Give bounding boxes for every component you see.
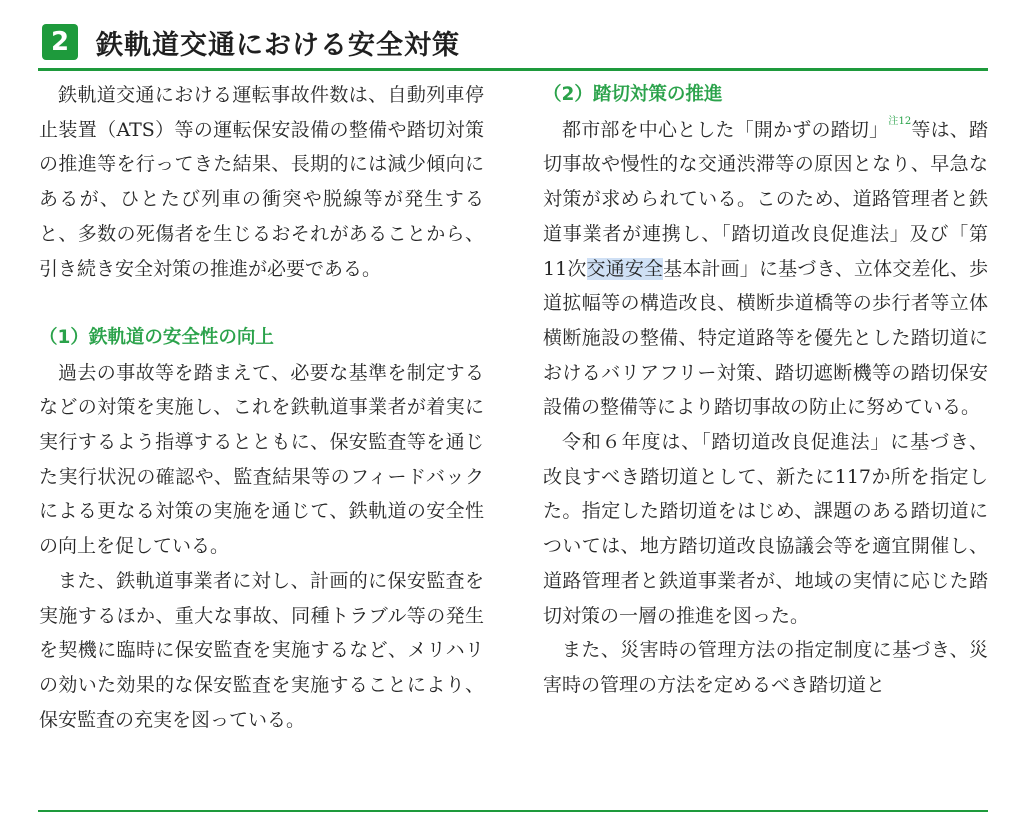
crossing-text-c: 基本計画」に基づき、立体交差化、歩道拡幅等の構造改良、横断歩道橋等の歩行者等立体横断施設の整備、特定道路等を優先とした踏切道におけるバリアフリー対策、踏切遮断機等の踏切保安設備の整備等により踏切事故の防止に努めている。 [543,257,988,419]
footnote-ref[interactable]: 注12 [888,115,912,127]
header-divider [38,68,988,71]
subheading-safety-improvement: （1）鉄軌道の安全性の向上 [39,326,274,348]
intro-paragraph: 鉄軌道交通における運転事故件数は、自動列車停止装置（ATS）等の運転保安設備の整備や踏切対策の推進等を行ってきた結果、長期的には減少傾向にあるが、ひとたび列車の衝突や脱線等が発生すると、多数の死傷者を生じるおそれがあることから、引き続き安全対策の推進が必要である。 [39,84,484,280]
safety-paragraph-2: また、鉄軌道事業者に対し、計画的に保安監査を実施するほか、重大な事故、同種トラブル等の発生を契機に臨時に保安監査を実施するなど、メリハリの効いた効果的な保安監査を実施することにより、保安監査の充実を図っている。 [39,569,484,731]
crossing-text-a: 都市部を中心とした「開かずの踏切」 [562,118,889,141]
crossing-paragraph-3: また、災害時の管理方法の指定制度に基づき、災害時の管理の方法を定めるべき踏切道と [543,639,988,696]
selected-text[interactable]: 交通安全 [586,257,664,280]
subheading-crossing-measures: （2）踏切対策の推進 [543,84,723,105]
right-column [543,78,988,703]
footer-divider [38,810,988,812]
section-number-badge: 2 [42,24,78,60]
spacer [39,286,484,321]
crossing-text-b: 等は、踏切事故や慢性的な交通渋滞等の原因となり、早急な対策が求められている。このため、道路管理者と鉄道事業者が連携し、「踏切道改良促進法」及び「第11次 [543,118,988,280]
section-header [38,20,988,66]
crossing-paragraph-2: 令和６年度は、「踏切道改良促進法」に基づき、改良すべき踏切道として、新たに117か所を指定した。指定した踏切道をはじめ、課題のある踏切道については、地方踏切道改良協議会等を適宜開催し、道路管理者と鉄道事業者が、地域の実情に応じた踏切対策の一層の推進を図った。 [543,431,988,627]
safety-paragraph-1: 過去の事故等を踏まえて、必要な基準を制定するなどの対策を実施し、これを鉄軌道事業者が着実に実行するよう指導するとともに、保安監査等を通じた実行状況の確認や、監査結果等のフィードバックによる更なる対策の実施を通じて、鉄軌道の安全性の向上を促している。 [39,361,484,558]
crossing-paragraph-1 [543,113,988,425]
left-column [39,78,484,737]
section-title: 鉄軌道交通における安全対策 [96,30,460,61]
